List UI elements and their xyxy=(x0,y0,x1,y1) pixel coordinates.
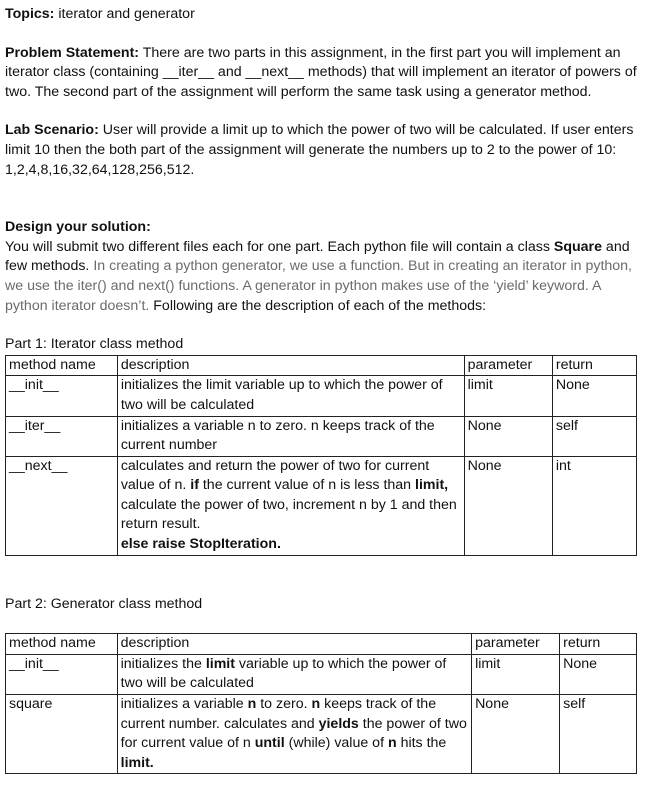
topics-text: iterator and generator xyxy=(54,6,195,22)
header-description: description xyxy=(117,634,471,655)
header-parameter: parameter xyxy=(464,355,552,376)
table-row: __iter__ initializes a variable n to zero. n keeps track of the current number None self xyxy=(6,416,637,456)
header-return: return xyxy=(560,634,637,655)
part2-table xyxy=(5,633,637,774)
part2-title: Part 2: Generator class method xyxy=(5,595,203,612)
header-method-name: method name xyxy=(6,355,118,376)
design-gray-note: In creating a python generator, we use a function. But in creating an iterator in python, we use the iter() and next() functions. A generator in python makes use of the ‘yield’ keyword. A python iterator doesn’t. xyxy=(5,258,633,314)
assignment-document xyxy=(5,5,637,774)
problem-label: Problem Statement: xyxy=(5,44,140,61)
table-row: __init__ initializes the limit variable up to which the power of two will be calculated limit None xyxy=(6,654,637,694)
class-name-square: Square xyxy=(553,238,602,255)
design-text: You will submit two different files each for one part. Each python file will contain a class Square and few methods. In creating a python generator, we use a function. But in creating an iterator in python, we use the iter() and next() functions. A generator in python makes use of the ‘yield’ keyword. A python iterator doesn’t. Following are the description of each of the methods: xyxy=(5,238,633,314)
table-header-row xyxy=(6,355,637,376)
table-row: square initializes a variable n to zero. n keeps track of the current number. calculates and yields the power of two for current value of n until (while) value of n hits the limit. None self xyxy=(6,695,637,774)
lab-label: Lab Scenario: xyxy=(5,122,99,139)
lab-text: User will provide a limit up to which the power of two will be calculated. If user enters limit 10 then the both part of the assignment will generate the numbers up to 2 to the power of 10: 1,2,4,8,16,32,64,128,256,512. xyxy=(5,122,634,178)
table-row: __init__ initializes the limit variable up to which the power of two will be calculated limit None xyxy=(6,376,637,416)
table-row: __next__ calculates and return the power of two for current value of n. if the current value of n is less than limit, calculate the power of two, increment n by 1 and then return result. else raise StopIteration. None int xyxy=(6,456,637,555)
part1-title: Part 1: Iterator class method xyxy=(5,336,184,353)
header-method-name: method name xyxy=(6,634,118,655)
header-parameter: parameter xyxy=(472,634,560,655)
design-heading: Design your solution: xyxy=(5,219,151,236)
topics-label: Topics: xyxy=(5,6,55,22)
problem-statement xyxy=(5,44,637,103)
header-return: return xyxy=(552,355,636,376)
topics-line xyxy=(5,5,637,25)
table-header-row xyxy=(6,634,637,655)
header-description: description xyxy=(117,355,464,376)
problem-text: There are two parts in this assignment, in the first part you will implement an iterator class (containing __iter__ and __next__ methods) that will implement an iterator of powers of two. The second part of the assignment will perform the same task using a generator method. xyxy=(5,44,637,100)
lab-scenario xyxy=(5,121,637,180)
part1-table xyxy=(5,355,637,556)
